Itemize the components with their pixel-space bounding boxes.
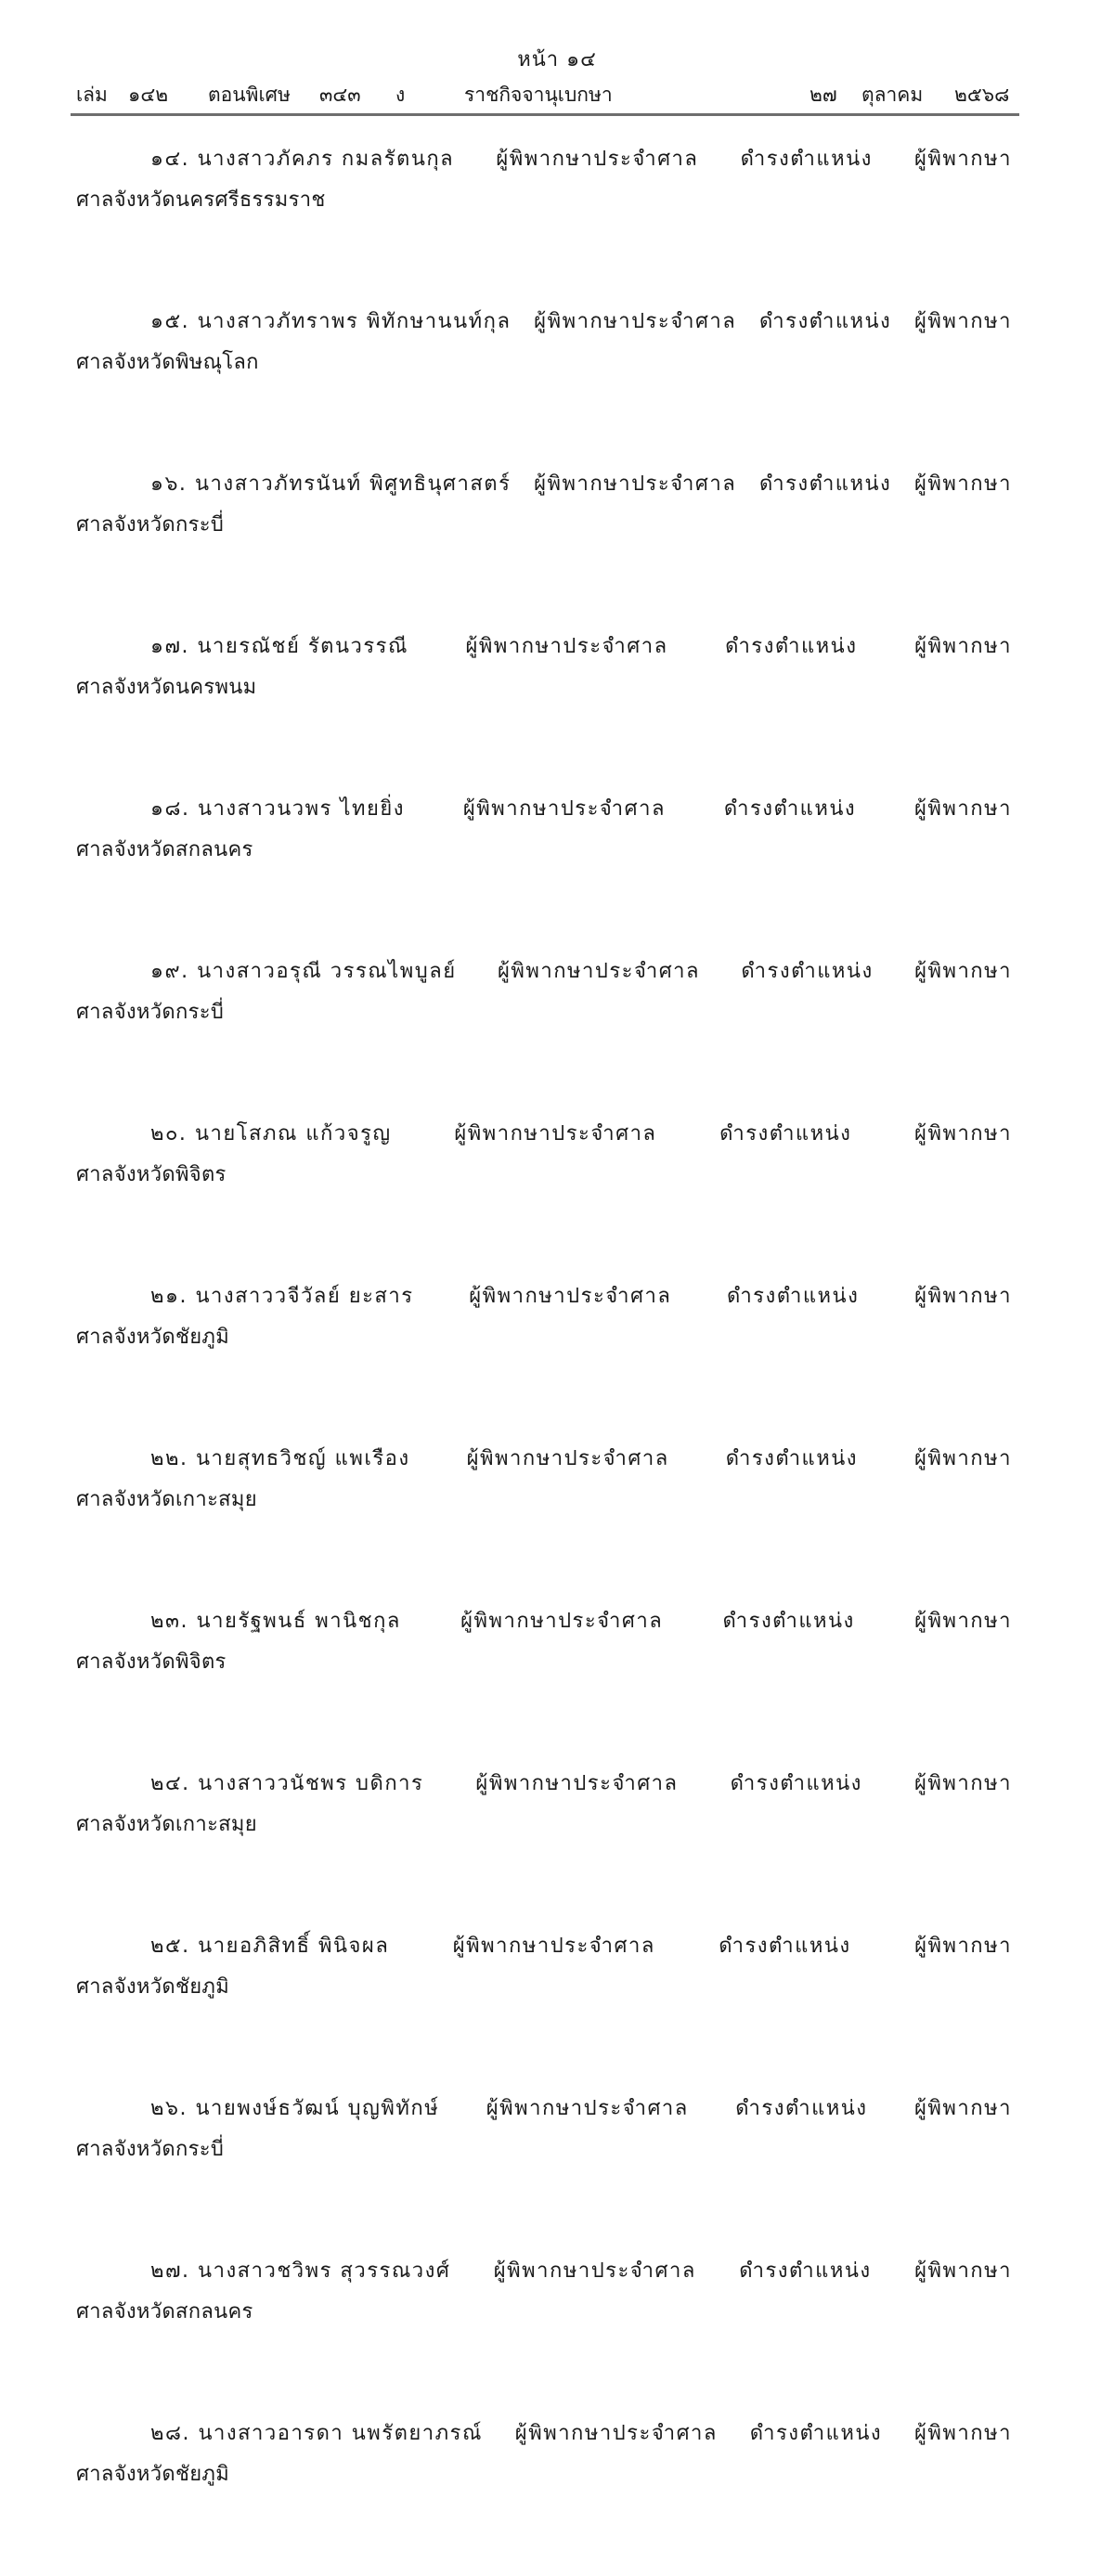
entry-new-position: ผู้พิพากษา: [914, 960, 1012, 983]
page-number: หน้า ๑๔: [517, 48, 597, 71]
entry-new-position: ผู้พิพากษา: [914, 1122, 1012, 1146]
entry-assigned-label: ดำรงตำแหน่ง: [740, 148, 873, 171]
entry-new-position: ผู้พิพากษา: [914, 1285, 1012, 1308]
list-item: [76, 302, 1012, 464]
entry-court: ศาลจังหวัดเกาะสมุย: [76, 1813, 257, 1836]
entry-new-position: ผู้พิพากษา: [914, 1772, 1012, 1795]
volume-label: เล่ม: [76, 84, 108, 106]
entry-number: ๒๔.: [150, 1772, 190, 1795]
entry-assigned-label: ดำรงตำแหน่ง: [725, 635, 858, 658]
entry-number: ๒๘.: [150, 2422, 190, 2445]
entry-new-position: ผู้พิพากษา: [914, 1935, 1012, 1958]
list-item: [76, 1764, 1012, 1926]
entry-number: ๑๖.: [150, 472, 188, 496]
entry-court: ศาลจังหวัดสกลนคร: [76, 2300, 253, 2324]
entry-name: นางสาวนวพร ไทยยิ่ง: [197, 797, 406, 821]
entry-court: ศาลจังหวัดกระบี่: [76, 2138, 225, 2161]
entry-new-position: ผู้พิพากษา: [914, 2259, 1012, 2283]
entry-name: นางสาวภัทรนันท์ พิศูทธินุศาสตร์: [194, 472, 512, 496]
list-item: [76, 2414, 1012, 2576]
entry-number: ๒๓.: [150, 1610, 189, 1633]
entry-court: ศาลจังหวัดพิจิตร: [76, 1163, 227, 1186]
entry-name: นายรณัชย์ รัตนวรรณี: [197, 635, 408, 658]
list-item: [76, 464, 1012, 627]
entry-name: นางสาวอรุณี วรรณไพบูลย์: [197, 960, 457, 983]
entry-court: ศาลจังหวัดนครพนม: [76, 676, 257, 699]
entry-number: ๒๐.: [150, 1122, 188, 1146]
list-item: [76, 627, 1012, 789]
entry-assigned-label: ดำรงตำแหน่ง: [758, 472, 892, 496]
entry-current-position: ผู้พิพากษาประจำศาล: [452, 1935, 655, 1958]
entry-court: ศาลจังหวัดสกลนคร: [76, 838, 253, 861]
entry-current-position: ผู้พิพากษาประจำศาล: [462, 797, 666, 821]
list-item: [76, 1439, 1012, 1601]
entry-name: นายอภิสิทธิ์ พินิจผล: [198, 1935, 390, 1958]
entry-assigned-label: ดำรงตำแหน่ง: [719, 1935, 851, 1958]
entry-name: นายพงษ์ธวัฒน์ บุญพิทักษ์: [195, 2097, 440, 2120]
entry-new-position: ผู้พิพากษา: [914, 1447, 1012, 1470]
entry-number: ๒๕.: [150, 1935, 190, 1958]
publication-name: ราชกิจจานุเบกษา: [464, 84, 613, 106]
entry-court: ศาลจังหวัดชัยภูมิ: [76, 2463, 230, 2486]
entry-assigned-label: ดำรงตำแหน่ง: [723, 797, 857, 821]
entry-court: ศาลจังหวัดกระบี่: [76, 513, 225, 537]
gazette-header: [76, 80, 1019, 108]
entry-name: นางสาววจีวัลย์ ยะสาร: [195, 1285, 414, 1308]
entry-number: ๒๖.: [150, 2097, 188, 2120]
entry-new-position: ผู้พิพากษา: [914, 1610, 1012, 1633]
entry-new-position: ผู้พิพากษา: [914, 310, 1012, 333]
list-item: [76, 951, 1012, 1114]
entry-new-position: ผู้พิพากษา: [914, 2422, 1012, 2445]
entry-name: นางสาวภัทราพร พิทักษานนท์กุล: [197, 310, 512, 333]
entry-name: นางสาววนัชพร บดิการ: [198, 1772, 424, 1795]
date-month: ตุลาคม: [861, 84, 924, 106]
entry-assigned-label: ดำรงตำแหน่ง: [730, 1772, 862, 1795]
entry-name: นางสาวชวิพร สุวรรณวงศ์: [198, 2259, 451, 2283]
entry-name: นางสาวอารดา นพรัตยาภรณ์: [198, 2422, 483, 2445]
list-item: [76, 1276, 1012, 1439]
entry-number: ๑๕.: [150, 310, 190, 333]
section-label: ตอนพิเศษ: [208, 84, 291, 106]
entry-assigned-label: ดำรงตำแหน่ง: [741, 960, 874, 983]
entry-court: ศาลจังหวัดพิจิตร: [76, 1650, 227, 1674]
entry-name: นายรัฐพนธ์ พานิชกุล: [196, 1610, 401, 1633]
list-item: [76, 1926, 1012, 2089]
entry-current-position: ผู้พิพากษาประจำศาล: [497, 960, 701, 983]
entry-new-position: ผู้พิพากษา: [914, 635, 1012, 658]
entry-current-position: ผู้พิพากษาประจำศาล: [465, 635, 668, 658]
entry-name: นายโสภณ แก้วจรูญ: [194, 1122, 392, 1146]
entry-number: ๑๗.: [150, 635, 190, 658]
entry-court: ศาลจังหวัดเกาะสมุย: [76, 1488, 257, 1511]
entry-number: ๑๔.: [150, 148, 190, 171]
entry-current-position: ผู้พิพากษาประจำศาล: [493, 2259, 696, 2283]
entry-court: ศาลจังหวัดพิษณุโลก: [76, 351, 259, 374]
entry-new-position: ผู้พิพากษา: [914, 148, 1012, 171]
entry-current-position: ผู้พิพากษาประจำศาล: [460, 1610, 664, 1633]
entry-court: ศาลจังหวัดชัยภูมิ: [76, 1326, 230, 1349]
header-divider: [71, 113, 1019, 116]
entry-assigned-label: ดำรงตำแหน่ง: [739, 2259, 872, 2283]
entry-assigned-label: ดำรงตำแหน่ง: [735, 2097, 868, 2120]
entry-name: นางสาวภัคภร กมลรัตนกุล: [197, 148, 455, 171]
entry-number: ๒๒.: [150, 1447, 188, 1470]
entry-current-position: ผู้พิพากษาประจำศาล: [514, 2422, 718, 2445]
date-year: ๒๕๖๘: [954, 84, 1010, 106]
date-day: ๒๗: [810, 84, 837, 106]
entry-current-position: ผู้พิพากษาประจำศาล: [466, 1447, 669, 1470]
list-item: [76, 2089, 1012, 2251]
entry-number: ๑๙.: [150, 960, 189, 983]
entry-current-position: ผู้พิพากษาประจำศาล: [534, 310, 737, 333]
section-number: ๓๔๓: [319, 84, 361, 106]
entry-assigned-label: ดำรงตำแหน่ง: [719, 1122, 852, 1146]
entry-court: ศาลจังหวัดชัยภูมิ: [76, 1975, 230, 1999]
entry-current-position: ผู้พิพากษาประจำศาล: [469, 1285, 672, 1308]
entry-current-position: ผู้พิพากษาประจำศาล: [475, 1772, 679, 1795]
entry-new-position: ผู้พิพากษา: [914, 2097, 1012, 2120]
list-item: [76, 789, 1012, 951]
entry-assigned-label: ดำรงตำแหน่ง: [758, 310, 892, 333]
appointment-list: [76, 139, 1012, 2576]
list-item: [76, 139, 1012, 302]
volume-number: ๑๔๒: [128, 84, 169, 106]
list-item: [76, 1601, 1012, 1764]
entry-name: นายสุทธวิชญ์ แพเรือง: [196, 1447, 410, 1470]
entry-current-position: ผู้พิพากษาประจำศาล: [534, 472, 737, 496]
entry-assigned-label: ดำรงตำแหน่ง: [725, 1447, 859, 1470]
entry-number: ๑๘.: [150, 797, 190, 821]
list-item: [76, 1114, 1012, 1276]
section-letter: ง: [395, 84, 406, 106]
entry-assigned-label: ดำรงตำแหน่ง: [749, 2422, 883, 2445]
entry-number: ๒๑.: [150, 1285, 188, 1308]
entry-assigned-label: ดำรงตำแหน่ง: [727, 1285, 860, 1308]
entry-current-position: ผู้พิพากษาประจำศาล: [496, 148, 699, 171]
entry-court: ศาลจังหวัดกระบี่: [76, 1001, 225, 1024]
entry-new-position: ผู้พิพากษา: [914, 797, 1012, 821]
entry-current-position: ผู้พิพากษาประจำศาล: [454, 1122, 657, 1146]
entry-current-position: ผู้พิพากษาประจำศาล: [486, 2097, 689, 2120]
entry-number: ๒๗.: [150, 2259, 190, 2283]
entry-new-position: ผู้พิพากษา: [914, 472, 1012, 496]
entry-court: ศาลจังหวัดนครศรีธรรมราช: [76, 188, 326, 212]
list-item: [76, 2251, 1012, 2414]
entry-assigned-label: ดำรงตำแหน่ง: [722, 1610, 855, 1633]
